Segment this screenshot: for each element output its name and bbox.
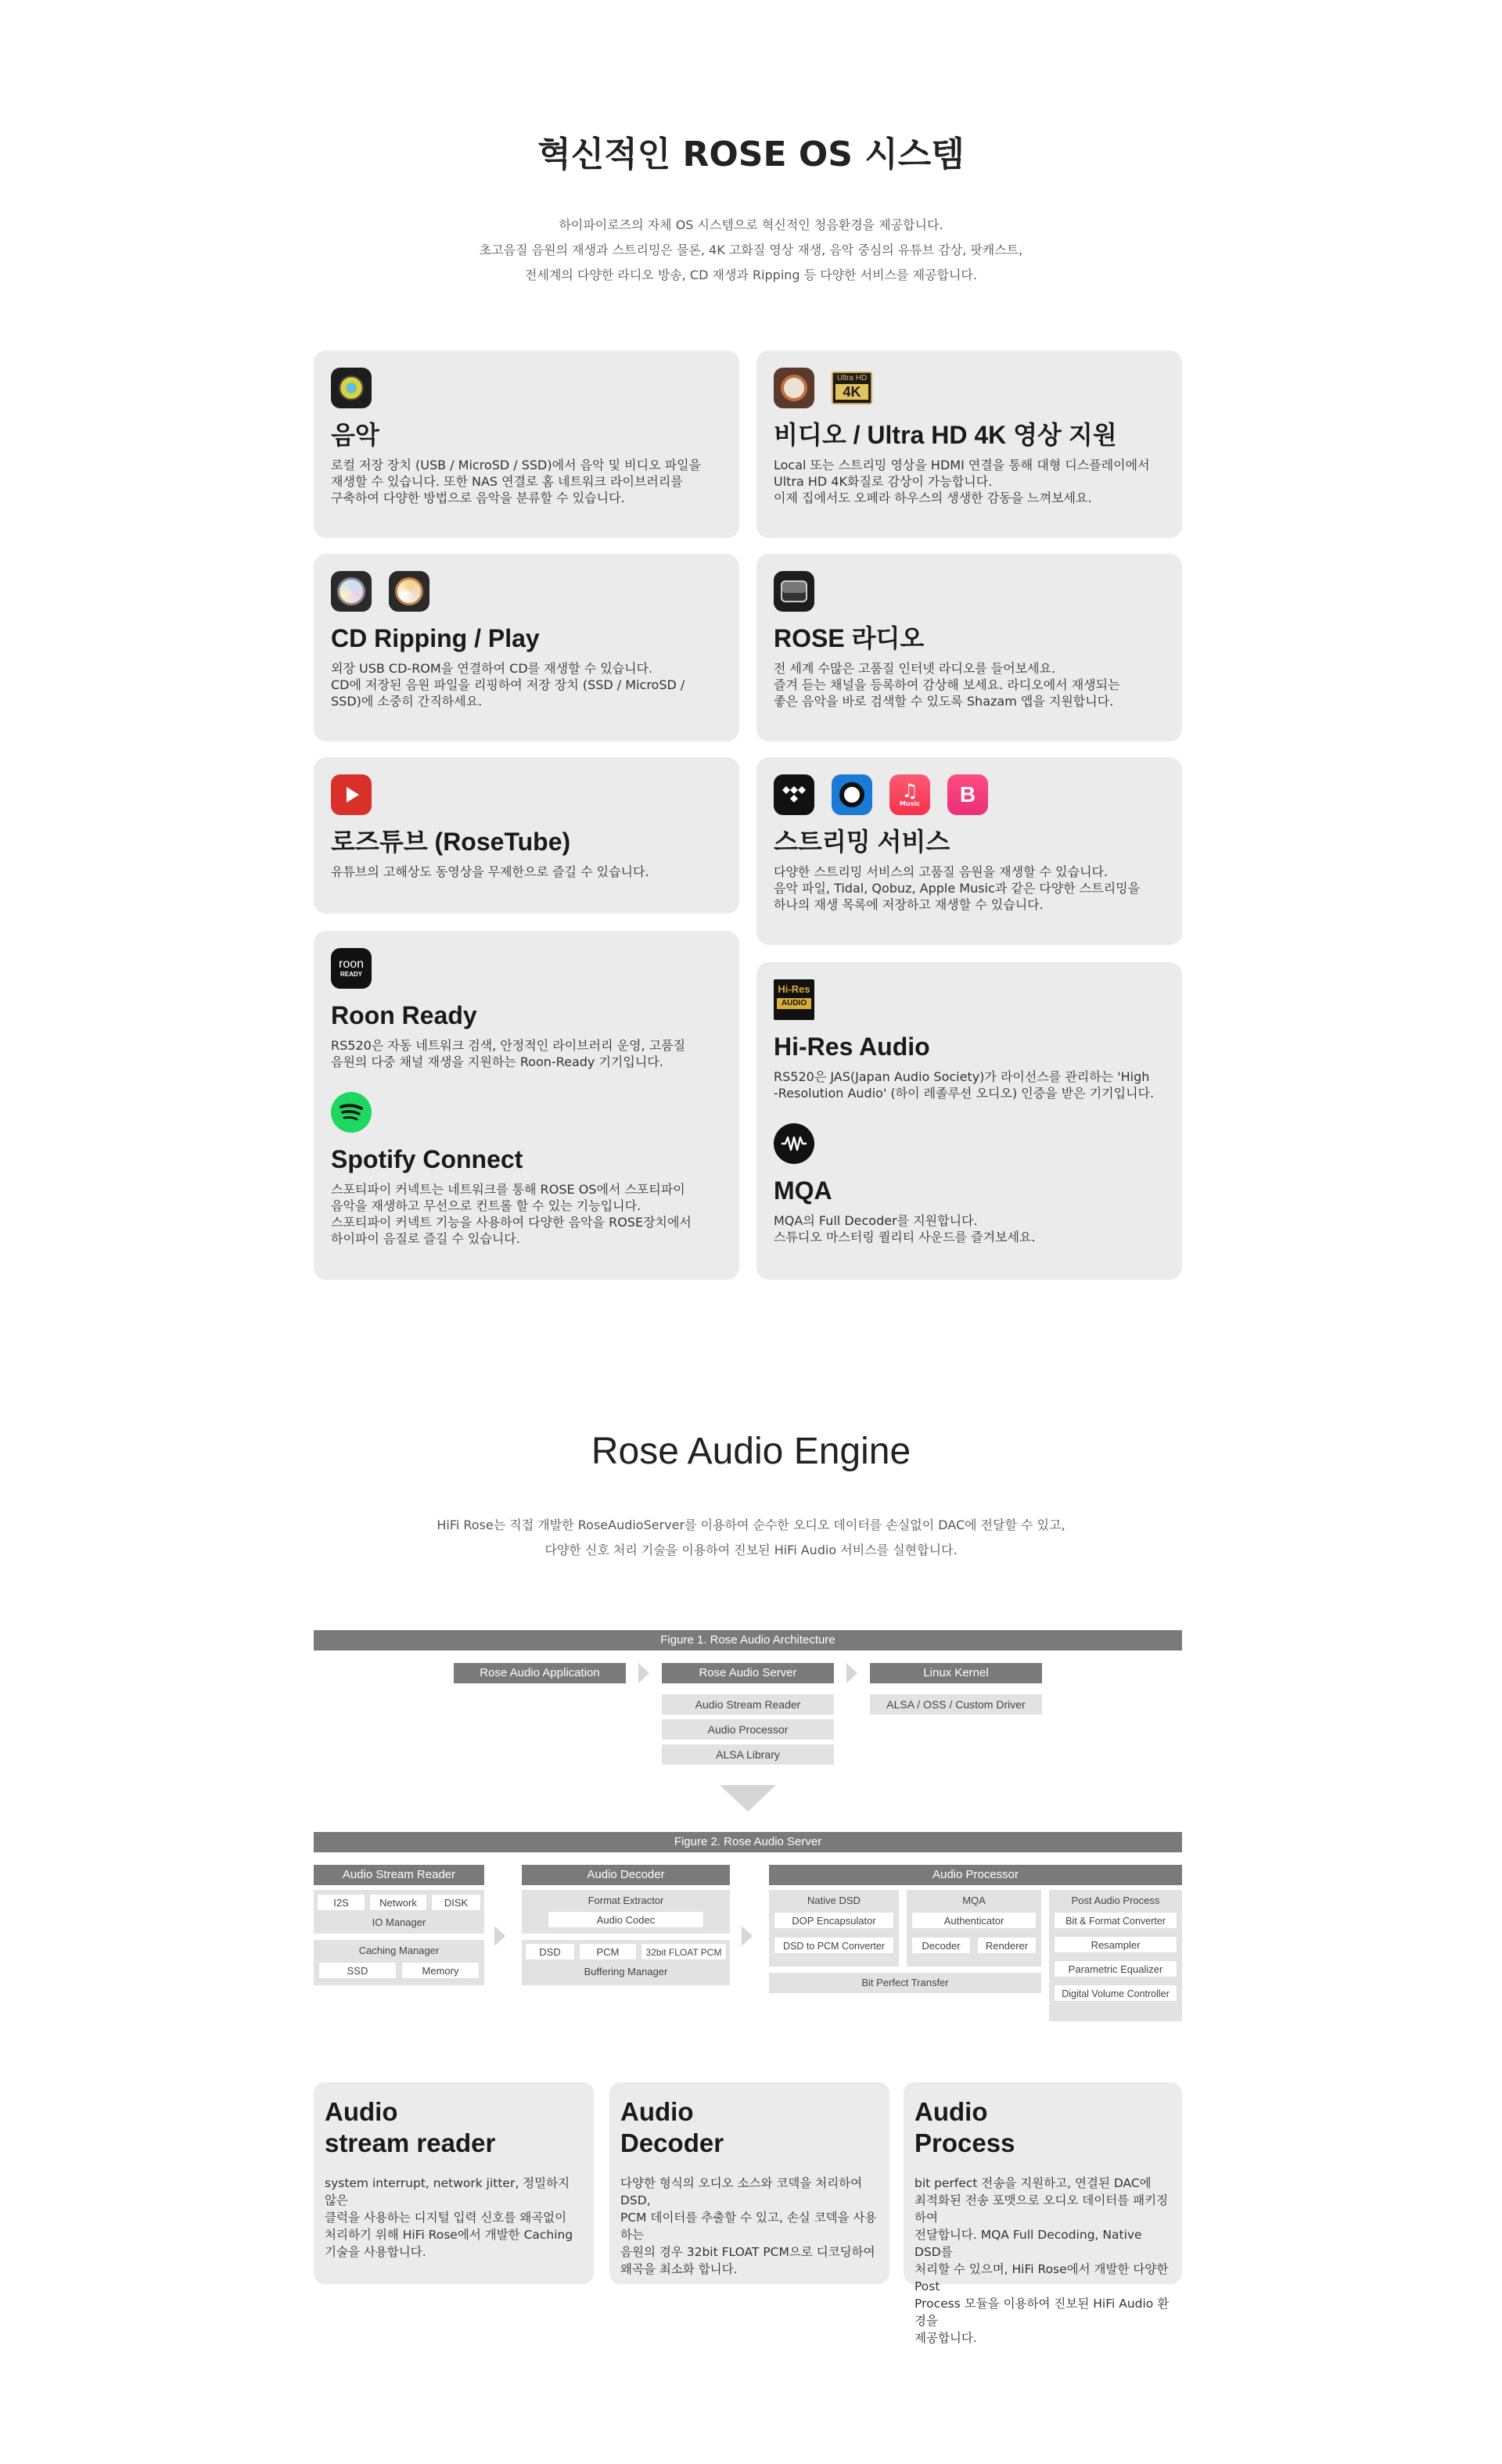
format-extractor-label: Format Extractor (588, 1895, 664, 1906)
caching-manager-label: Caching Manager (358, 1945, 440, 1956)
engine-card-stream-reader (314, 2082, 594, 2284)
feature-card-rosetube (314, 757, 739, 914)
reader-input-item: Network (369, 1894, 427, 1911)
arrow-right-icon (742, 1926, 753, 1946)
tidal-icon (774, 774, 814, 815)
rosetube-play-icon (331, 774, 372, 815)
decoder-output-item: 32bit FLOAT PCM (641, 1943, 727, 1960)
feature-card-radio (756, 554, 1182, 742)
feature-description: 다양한 스트리밍 서비스의 고품질 음원을 재생할 수 있습니다. 음악 파일, Tidal, Qobuz, Apple Music과 같은 다양한 스트리밍을 하나의 재생 목록에 저장하고 재생할 수 있습니다. (774, 864, 1141, 912)
buffering-manager-label: Buffering Manager (584, 1966, 668, 1977)
feature-description: 로컬 저장 장치 (USB / MicroSD / SSD)에서 음악 및 비디오 파일을 재생할 수 있습니다. 또한 NAS 연결로 홈 네트워크 라이브러리를 구축하여 다양한 방법으로 음악을 분류할 수 있습니다. (331, 458, 701, 505)
feature-title: 비디오 / Ultra HD 4K 영상 지원 (774, 421, 1117, 449)
feature-card-music (314, 350, 739, 538)
processor-header: Audio Processor (769, 1865, 1182, 1885)
feature-title: CD Ripping / Play (331, 624, 540, 652)
post-process-item: Digital Volume Controller (1054, 1984, 1177, 2002)
feature-title: Roon Ready (331, 1001, 477, 1029)
feature-description: 외장 USB CD-ROM을 연결하여 CD를 재생할 수 있습니다. CD에 저장된 음원 파일을 리핑하여 저장 장치 (SSD / MicroSD / SSD)에 소중히 간직하세요. (331, 661, 685, 709)
feature-description: 스포티파이 커넥트는 네트워크를 통해 ROSE OS에서 스포티파이 음악을 재생하고 무선으로 컨트롤 할 수 있는 기능입니다. 스포티파이 커넥트 기능을 사용하여 다양한 음악을 ROSE장치에서 하이파이 음질로 즐길 수 있습니다. (331, 1182, 692, 1246)
cd-ripping-icon (389, 571, 429, 612)
feature-title: 로즈튜브 (RoseTube) (331, 828, 571, 856)
reader-header: Audio Stream Reader (314, 1865, 484, 1885)
mqa-authenticator-box: Authenticator (911, 1912, 1037, 1929)
native-dsd-item: DOP Encapsulator (774, 1912, 894, 1929)
feature-title: ROSE 라디오 (774, 624, 925, 652)
figure1-server-box: Rose Audio Server (662, 1663, 834, 1683)
os-section-description: 하이파이로즈의 자체 OS 시스템으로 혁신적인 청음환경을 제공합니다. 초고음질 음원의 재생과 스트리밍은 물론, 4K 고화질 영상 재생, 음악 중심의 유튜브 감상, 팟캐스트, 전세계의 다양한 라디오 방송, CD 재생과 Ripping 등 다양한 서비스를 제공합니다. (479, 217, 1023, 282)
hi-res-audio-logo-icon: Hi-Res AUDIO (774, 979, 814, 1020)
arrow-down-icon (720, 1785, 776, 1812)
feature-title: 스트리밍 서비스 (774, 828, 950, 856)
engine-card-title: Audio Decoder (620, 2097, 724, 2157)
engine-card-title: Audio Process (914, 2097, 1015, 2157)
decoder-header: Audio Decoder (522, 1865, 730, 1885)
figure1-title-bar: Figure 1. Rose Audio Architecture (314, 1630, 1182, 1650)
apple-music-icon: ♫ Music (889, 774, 930, 815)
post-process-item: Parametric Equalizer (1054, 1960, 1177, 1977)
music-app-icon (331, 368, 372, 408)
engine-card-process (904, 2082, 1182, 2345)
cd-play-icon (331, 571, 372, 612)
decoder-output-item: DSD (525, 1943, 575, 1960)
feature-description: 전 세계 수많은 고품질 인터넷 라디오를 들어보세요. 즐겨 듣는 채널을 등록하여 감상해 보세요. 라디오에서 재생되는 좋은 음악을 바로 검색할 수 있도록 Shazam 앱을 지원합니다. (774, 661, 1120, 709)
post-process-item: Resampler (1054, 1936, 1177, 1953)
figure2-title-bar: Figure 2. Rose Audio Server (314, 1832, 1182, 1852)
qobuz-icon (832, 774, 872, 815)
feature-card-cd (314, 554, 739, 742)
feature-description: RS520은 자동 네트워크 검색, 안정적인 라이브러리 운영, 고품질 음원의 다중 채널 재생을 지원하는 Roon-Ready 기기입니다. (331, 1038, 686, 1069)
roon-ready-icon: roon READY (331, 948, 372, 989)
feature-title: 음악 (331, 421, 379, 449)
feature-card-streaming (756, 757, 1182, 945)
film-reel-icon (774, 368, 814, 408)
figure1-app-box: Rose Audio Application (454, 1663, 626, 1683)
native-dsd-item: DSD to PCM Converter (774, 1937, 894, 1954)
engine-card-description: 다양한 형식의 오디오 소스와 코덱을 처리하여 DSD, PCM 데이터를 추출할 수 있고, 손실 코덱을 사용하는 음원의 경우 32bit FLOAT PCM으로 디코딩하여 왜곡을 최소화 합니다. (620, 2176, 877, 2276)
reader-input-item: I2S (317, 1894, 365, 1911)
figure1-server-item: Audio Stream Reader (662, 1694, 834, 1715)
feature-title: Spotify Connect (331, 1145, 523, 1173)
engine-section-title: Rose Audio Engine (591, 1431, 911, 1472)
engine-card-decoder (609, 2082, 889, 2284)
feature-title: Hi-Res Audio (774, 1033, 930, 1061)
os-section-title: 혁신적인 ROSE OS 시스템 (537, 135, 965, 174)
mqa-item: Renderer (977, 1937, 1037, 1954)
io-manager-label: IO Manager (372, 1916, 426, 1928)
engine-card-description: system interrupt, network jitter, 정밀하지 않은 클럭을 사용하는 디지털 입력 신호를 왜곡없이 처리하기 위해 HiFi Rose에서 개발한 Caching 기술을 사용합니다. (325, 2176, 573, 2259)
bugs-icon: B (947, 774, 988, 815)
feature-description: MQA의 Full Decoder를 지원합니다. 스튜디오 마스터링 퀄리티 사운드를 즐겨보세요. (774, 1213, 1036, 1245)
native-dsd-label: Native DSD (807, 1895, 861, 1906)
feature-title: MQA (774, 1176, 832, 1205)
caching-item: SSD (318, 1962, 397, 1979)
figure1-server-item: ALSA Library (662, 1744, 834, 1765)
mqa-item: Decoder (911, 1937, 971, 1954)
engine-section-description: HiFi Rose는 직접 개발한 RoseAudioServer를 이용하여 순수한 오디오 데이터를 손실없이 DAC에 전달할 수 있고, 다양한 신호 처리 기술을 이용하여 진보된 HiFi Audio 서비스를 실현합니다. (437, 1518, 1065, 1557)
reader-input-item: DISK (431, 1894, 481, 1911)
arrow-right-icon (846, 1663, 857, 1683)
figure1-server-item: Audio Processor (662, 1719, 834, 1740)
radio-icon (774, 571, 814, 612)
decoder-output-item: PCM (579, 1943, 637, 1960)
figure1-kernel-item: ALSA / OSS / Custom Driver (870, 1694, 1042, 1715)
caching-item: Memory (401, 1962, 480, 1979)
spotify-icon (331, 1092, 372, 1133)
post-process-label: Post Audio Process (1071, 1895, 1160, 1906)
feature-card-video (756, 350, 1182, 538)
engine-card-description: bit perfect 전송을 지원하고, 연결된 DAC에 최적화된 전송 포맷으로 오디오 데이터를 패키징하여 전달합니다. MQA Full Decoding, Native DSD를 처리할 수 있으며, HiFi Rose에서 개발한 다양한 Post Process 모듈을 이용하여 진보된 HiFi Audio 환경을 제공합니다. (914, 2176, 1170, 2345)
audio-codec-box: Audio Codec (548, 1911, 704, 1928)
ultra-hd-4k-badge-icon: Ultra HD 4K (832, 372, 872, 404)
engine-card-title: Audio stream reader (325, 2097, 496, 2157)
mqa-label: MQA (962, 1895, 986, 1906)
arrow-right-icon (638, 1663, 649, 1683)
feature-card-hires-mqa (756, 962, 1182, 1280)
feature-description: Local 또는 스트리밍 영상을 HDMI 연결을 통해 대형 디스플레이에서 Ultra HD 4K화질로 감상이 가능합니다. 이제 집에서도 오페라 하우스의 생생한 감동을 느껴보세요. (774, 458, 1150, 505)
post-process-item: Bit & Format Converter (1054, 1912, 1177, 1929)
feature-card-roon-spotify (314, 931, 739, 1280)
feature-description: RS520은 JAS(Japan Audio Society)가 라이선스를 관리하는 'High -Resolution Audio' (하이 레졸루션 오디오) 인증을 받은 기기입니다. (774, 1069, 1155, 1101)
figure1-kernel-box: Linux Kernel (870, 1663, 1042, 1683)
feature-description: 유튜브의 고해상도 동영상을 무제한으로 즐길 수 있습니다. (331, 864, 649, 879)
mqa-icon (774, 1123, 814, 1164)
arrow-right-icon (494, 1926, 505, 1946)
bit-perfect-label: Bit Perfect Transfer (861, 1977, 949, 1988)
